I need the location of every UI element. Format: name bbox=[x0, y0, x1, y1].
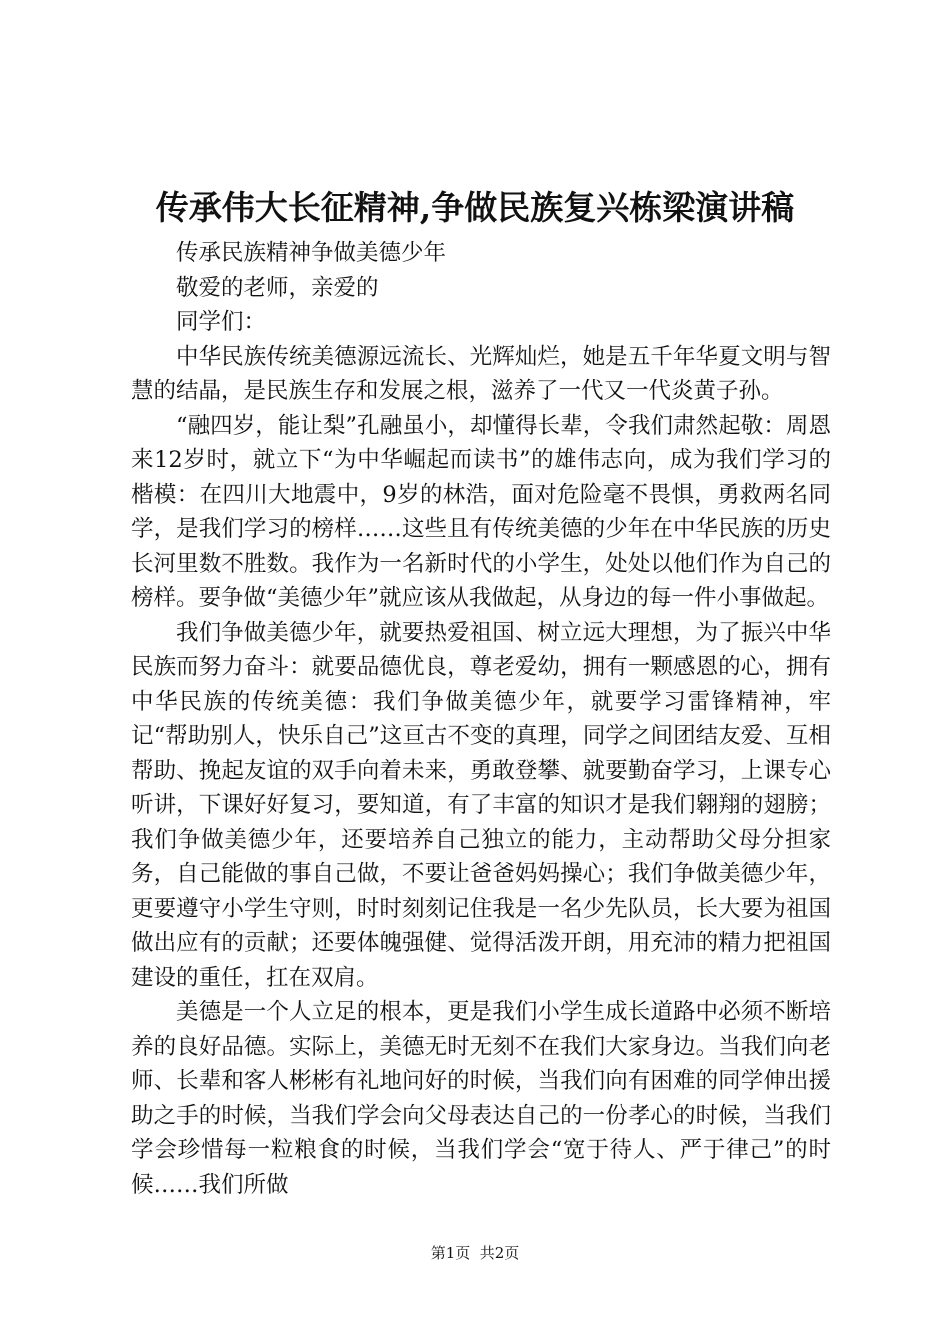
page-number-footer: 第1页 共2页 bbox=[430, 1244, 520, 1262]
body-paragraph: 美德是一个人立足的根本，更是我们小学生成长道路中必须不断培养的良好品德。实际上，美德无时无刻不在我们大家身边。当我们向老师、长辈和客人彬彬有礼地问好的时候，当我们向有困难的同学伸出援助之手的时候，当我们学会向父母表达自己的一份孝心的时候，当我们学会珍惜每一粒粮食的时候，当我们学会“宽于待人、严于律己”的时候……我们所做 bbox=[131, 999, 831, 1198]
salutation-paragraph: 敬爱的老师，亲爱的 bbox=[176, 274, 379, 301]
page-title: 传承伟大长征精神,争做民族复兴栋梁演讲稿 bbox=[155, 188, 795, 227]
body-paragraph: 中华民族传统美德源远流长、光辉灿烂，她是五千年华夏文明与智慧的结晶，是民族生存和发展之根，滋养了一代又一代炎黄子孙。 bbox=[131, 343, 831, 404]
body-paragraph: 我们争做美德少年，就要热爱祖国、树立远大理想，为了振兴中华民族而努力奋斗：就要品德优良，尊老爱幼，拥有一颗感恩的心，拥有中华民族的传统美德：我们争做美德少年，就要学习雷锋精神，牢记“帮助别人，快乐自己”这亘古不变的真理，同学之间团结友爱、互相帮助、挽起友谊的双手向着未来，勇敢登攀、就要勤奋学习，上课专心听讲，下课好好复习，要知道，有了丰富的知识才是我们翱翔的翅膀；我们争做美德少年，还要培养自己独立的能力，主动帮助父母分担家务，自己能做的事自己做，不要让爸爸妈妈操心；我们争做美德少年，更要遵守小学生守则，时时刻刻记住我是一名少先队员，长大要为祖国做出应有的贡献；还要体魄强健、觉得活泼开朗，用充沛的精力把祖国建设的重任，扛在双肩。 bbox=[131, 619, 831, 991]
salutation-paragraph: 同学们： bbox=[176, 309, 267, 335]
body-paragraph: “融四岁，能让梨”孔融虽小，却懂得长辈，令我们肃然起敬：周恩来12岁时，就立下“为中华崛起而读书”的雄伟志向，成为我们学习的楷模：在四川大地震中，9岁的林浩，面对危险毫不畏惧，勇救两名同学，是我们学习的榜样……这些且有传统美德的少年在中华民族的历史长河里数不胜数。我作为一名新时代的小学生，处处以他们作为自己的榜样。要争做“美德少年”就应该从我做起，从身边的每一件小事做起。 bbox=[131, 412, 831, 611]
document-body bbox=[131, 236, 831, 1202]
subtitle-paragraph: 传承民族精神争做美德少年 bbox=[176, 240, 447, 266]
